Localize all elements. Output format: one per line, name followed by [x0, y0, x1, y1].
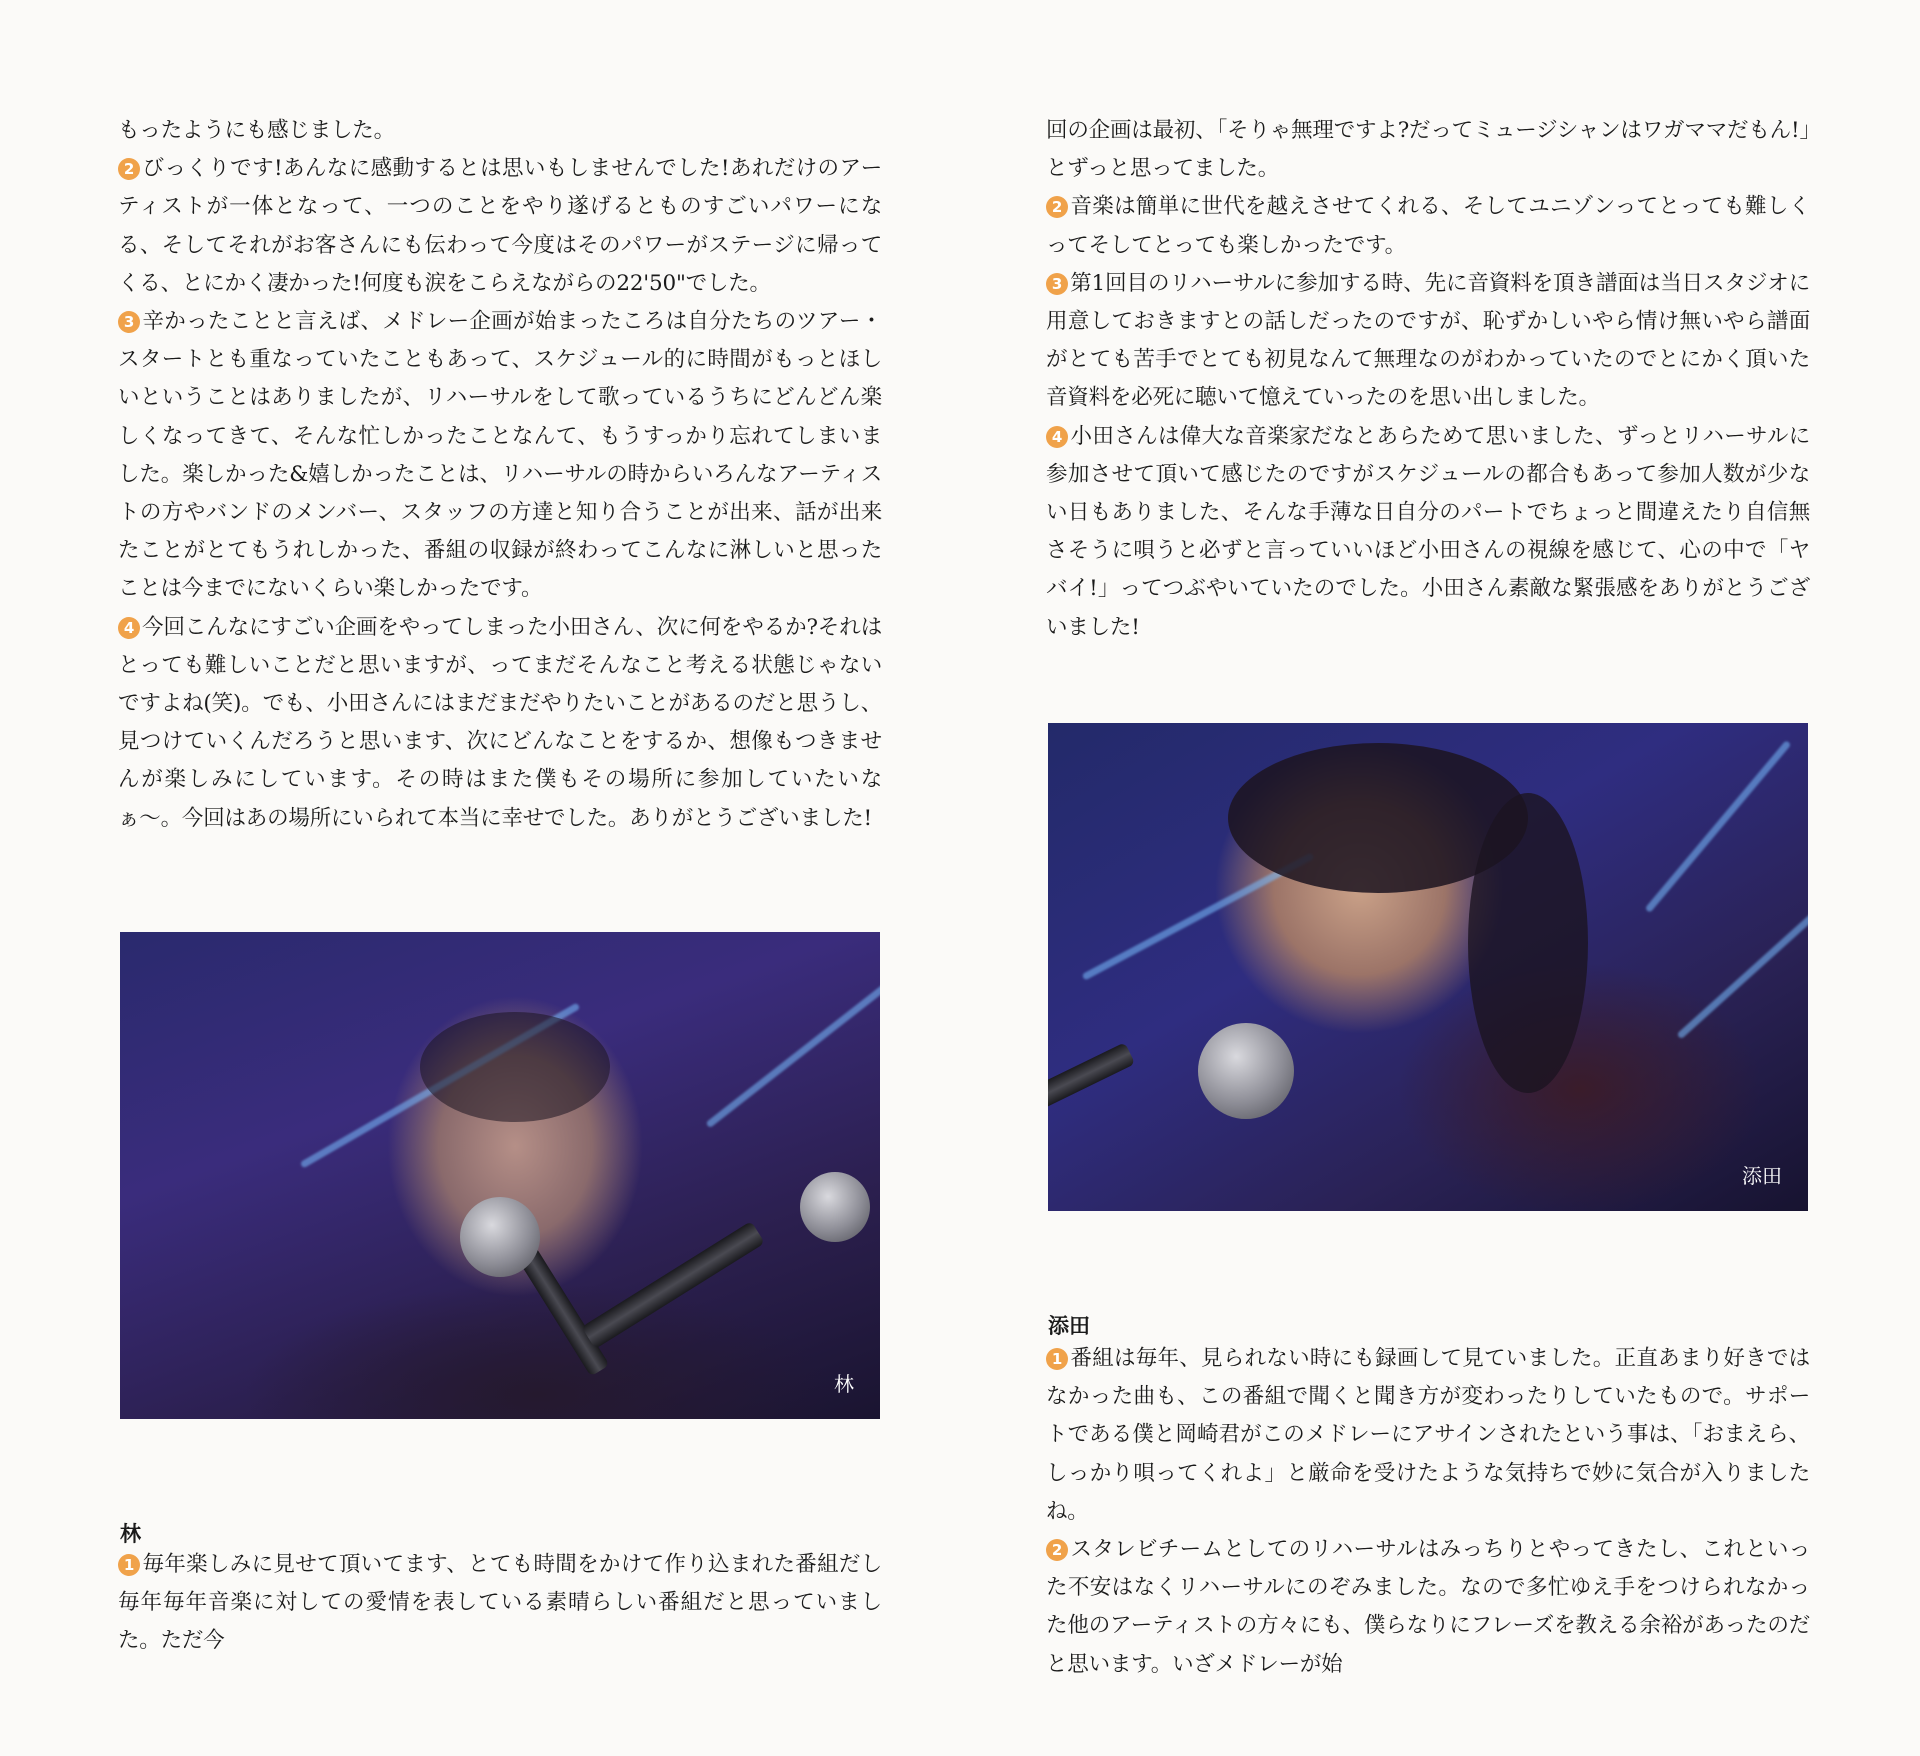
paragraph-text: スタレビチームとしてのリハーサルはみっちりとやってきたし、これといった不安はなくリハーサルにのぞみました。なので多忙ゆえ手をつけられなかった他のアーティストの方々にも、僕らなりにフレーズを教える余裕があったのだと思います。いざメドレーが始: [1046, 1537, 1810, 1677]
paragraph-text: びっくりです!あんなに感動するとは思いもしませんでした!あれだけのアーティストが一体となって、一つのことをやり遂げるとものすごいパワーになる、そしてそれがお客さんにも伝わって今度はそのパワーがステージに帰ってくる、とにかく凄かった!何度も涙をこらえながらの22'50"でした。: [118, 156, 882, 296]
number-badge: 2: [1046, 196, 1068, 218]
photo-soeda: [1048, 723, 1808, 1211]
number-badge: 2: [118, 158, 140, 180]
paragraph: [118, 150, 882, 303]
paragraph-text: 番組は毎年、見られない時にも録画して見ていました。正直あまり好きではなかった曲も、この番組で聞くと聞き方が変わったりしていたもので。サポートである僕と岡崎君がこのメドレーにアサインされたという事は、「おまえら、しっかり唄ってくれよ」と厳命を受けたような気持ちで妙に気合が入りましたね。: [1046, 1346, 1810, 1524]
number-badge: 2: [1046, 1539, 1068, 1561]
microphone-icon: [800, 1172, 870, 1242]
right-column-text: [1046, 112, 1810, 647]
paragraph: [118, 609, 882, 838]
hair-silhouette: [1468, 793, 1588, 1093]
paragraph-text: 今回こんなにすごい企画をやってしまった小田さん、次に何をやるか?それはとっても難しいことだと思いますが、ってまだそんなこと考える状態じゃないですよね(笑)。でも、小田さんにはまだまだやりたいことがあるのだと思うし、見つけていくんだろうと思います、次にどんなことをするか、想像もつきませんが楽しみにしています。その時はまた僕もその場所に参加していたいなぁ〜。今回はあの場所にいられて本当に幸せでした。ありがとうございました!: [118, 614, 882, 831]
paragraph-text: 第1回目のリハーサルに参加する時、先に音資料を頂き譜面は当日スタジオに用意しておきますとの話しだったのですが、恥ずかしいやら情け無いやら譜面がとても苦手でとても初見なんて無理なのがわかっていたのでとにかく頂いた音資料を必死に聴いて憶えていったのを思い出しました。: [1046, 270, 1810, 411]
photo-caption: 添田: [1742, 1164, 1782, 1188]
microphone-icon: [460, 1197, 540, 1277]
paragraph: [1046, 418, 1810, 647]
number-badge: 1: [1046, 1348, 1068, 1370]
stage-light-beam: [1676, 874, 1808, 1040]
paragraph-text: 毎年楽しみに見せて頂いてます、とても時間をかけて作り込まれた番組だし毎年毎年音楽に対しての愛情を表している素晴らしい番組だと思っていました。ただ今: [118, 1552, 882, 1654]
paragraph: [1046, 1340, 1810, 1531]
stage-light-beam: [1645, 740, 1792, 913]
photo-caption: 林: [834, 1372, 854, 1396]
paragraph-text: もったようにも感じました。: [118, 118, 395, 143]
speaker-name: 添田: [1048, 1314, 1090, 1338]
paragraph-text: 小田さんは偉大な音楽家だなとあらためて思いました、ずっとリハーサルに参加させて頂いて感じたのですがスケジュールの都合もあって参加人数が少ない日もありました、そんな手薄な日自分のパートでちょっと間違えたり自信無さそうに唄うと必ずと言っていいほど小田さんの視線を感じて、心の中で「ヤバイ!」ってつぶやいていたのでした。小田さん素敵な緊張感をありがとうございました!: [1046, 423, 1810, 640]
right-bottom-text: [1046, 1340, 1810, 1684]
number-badge: 3: [118, 311, 140, 333]
microphone-stand: [517, 1246, 610, 1376]
number-badge: 4: [118, 617, 140, 639]
number-badge: 1: [118, 1554, 140, 1576]
paragraph: [1046, 112, 1810, 188]
paragraph-text: 回の企画は最初、「そりゃ無理ですよ?だってミュージシャンはワガママだもん!」とずっと思ってました。: [1046, 118, 1810, 182]
paragraph: [118, 303, 882, 609]
microphone-stand: [1048, 1042, 1135, 1147]
left-column-text: [118, 112, 882, 838]
photo-hayashi: [120, 932, 880, 1419]
head-silhouette: [420, 1012, 610, 1122]
paragraph: [1046, 1531, 1810, 1684]
number-badge: 3: [1046, 273, 1068, 295]
number-badge: 4: [1046, 426, 1068, 448]
speaker-name: 林: [120, 1522, 141, 1546]
paragraph-text: 音楽は簡単に世代を越えさせてくれる、そしてユニゾンってとっても難しくってそしてとっても楽しかったです。: [1046, 194, 1810, 258]
paragraph-text: 辛かったことと言えば、メドレー企画が始まったころは自分たちのツアー・スタートとも重なっていたこともあって、スケジュール的に時間がもっとほしいということはありましたが、リハーサルをして歌っているうちにどんどん楽しくなってきて、そんな忙しかったことなんて、もうすっかり忘れてしまいました。楽しかった&嬉しかったことは、リハーサルの時からいろんなアーティストの方やバンドのメンバー、スタッフの方達と知り合うことが出来、話が出来たことがとてもうれしかった、番組の収録が終わってこんなに淋しいと思ったことは今までにないくらい楽しかったです。: [118, 309, 882, 602]
stage-light-beam: [705, 963, 880, 1129]
paragraph: [1046, 188, 1810, 264]
paragraph: [118, 112, 882, 150]
microphone-stand: [582, 1221, 765, 1349]
paragraph: [1046, 265, 1810, 418]
microphone-icon: [1198, 1023, 1294, 1119]
left-bottom-text: [118, 1546, 882, 1661]
paragraph: [118, 1546, 882, 1661]
